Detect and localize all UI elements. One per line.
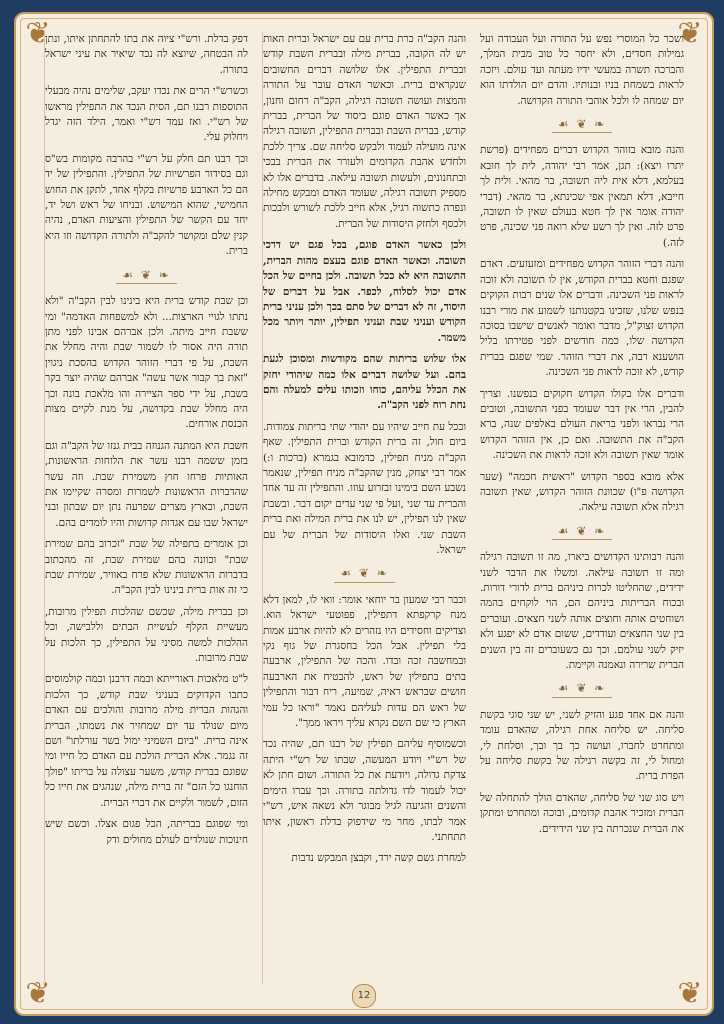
ornament-divider-icon: ❧ ❦ ☙ <box>480 117 684 133</box>
paragraph-bold: אלו שלוש בריתות שהם מקודשות ומסוכן לגעת בהם. ועל שלושה דברים אלו כמה שיהודי יחזק את הכלל עליהם, כוחו וזכותו עלים למעלה והם נחת רוח לפני הקב"ה. <box>263 353 466 412</box>
ornament-corner-icon: ❦ <box>25 976 51 1011</box>
paragraph: ויש סוג שני של סליחה, שהאדם הולך להתחלה של הברית ומזכיר אהבת קדומים, ובוכה ומתחרט ומתקן את הברית שנכרתה בין שני הידידים. <box>480 791 684 835</box>
ornament-divider-icon: ❧ ❦ ☙ <box>480 681 684 697</box>
ornament-corner-icon: ❦ <box>677 16 703 51</box>
ornament-divider-icon: ❧ ❦ ☙ <box>480 524 684 540</box>
paragraph: ודברים אלו בקולו הקדוש חקוקים בנפשנו. וצריך להבין, הרי אין דבר שעומד בפני התשובה, וטובים הרי נבראו ולפני בריאת העולם באלפים שנה, ברא הקב"ה את התשובה. ואם כן, אין הזוהר הקדוש אומר שאין תשובה ולא זוכה לראות את השכינה. <box>480 387 684 462</box>
paragraph: אלא מובא בספר הקדוש "ראשית חכמה" (שער הקדושה פ"ו) שכוונת הזוהר הקדוש, שאין תשובה רגילה אלא תשובה עילאה. <box>480 470 684 514</box>
paragraph: והנה אם אחד פגע והזיק לשני, יש שני סוגי בקשת סליחה. יש סליחה אחת רגילה, שהאדם עומד ומתחרט לחברו, ועושה כך בך ובך, וסלחת לי, ומחול לי, זה בקשה רגילה של בקשת סליחה על הפרת ברית. <box>480 708 684 783</box>
paragraph: וכך רבנו תם חלק על רש"י בהרבה מקומות בש"ס וגם בסידור הפרשיות של התפילין. והתפילין של יד הם כל הארבע פרשיות בקלף אחד, לתקן את החוש החמישי, שהוא המישוש. ובניחו של ראש ושל יד, יחד עם הקשר של התפילין והציעות האדם, נהיה קנין שלם ומקושר להקב"ה ולתורה הקדושה וזו היא ברית. <box>45 152 248 258</box>
paragraph: וכשמוסיף עליהם תפילין של רבנו תם, שהיה נכד של רש"י ויודע המעשה, שבתו של רש"י היתה צדקת גדולה, ויודעת את כל התורה. ושום חתן לא יכול לעמוד לדו גדולתה בתורה. וכך עברו הימים והשנים והגיעה לגיל מבוגר ולא נשאה איש, רש"י אמר לבתו, מחר מי שידפוק בדלת ראשון, איתו תתחתני. <box>263 738 466 843</box>
page-frame <box>14 12 714 1016</box>
paragraph: למחרת גשם קשה ירד, וקבצן המבקש נדבות <box>291 852 466 865</box>
paragraph: ושכר כל המוסרי נפש על התורה ועל העבודה ועל גמילות חסדים, ולא יחסר כל טוב מבית המלך, והברכה תשרה במעשי ידיו מעתה ועד עולם. ויזכה לראות בשמחת בניו ובנותיו. והדם יום הולדתו הוא יום שמחה לו ולכל אוהבי התורה הקדושה. <box>480 33 684 107</box>
text-columns <box>44 32 684 984</box>
paragraph: דפק בדלת. ורש"י ציוה את בתו להתחתן איתו, ונתן לה הבטחה, שיוצא לה נכד שיאיר את עיני ישראל בתורה. <box>45 33 248 76</box>
page-number: 12 <box>352 984 376 1008</box>
paragraph: והנה מובא בזוהר הקדוש דברים מפחידים (פרשת יתרו ויצא): תגן, אמר רבי יהודה, לית לך חובא בעלמא, דלא אית ליה תשובה, בר מהאי. ולית לך חייבא, דלא תמאין אפי שכינתא, בר מהאי. (דברי יהודה אומר אין לך חטא בעולם שאין לו תשובה, פרט לזה. ואין לך רשע שלא רואה פני שכינה, פרט לזה.) <box>480 144 684 249</box>
paragraph: וכן אומרים בתפילה של שבת "זכרוב בהם שמירת שבת" וכוונה בהם שמירת שבת, זה מהכתוב בדברות הראשונות שלא פרח באוויר, שמירת שבת כי זה אות ברית בינינו לבין הקב"ה. <box>45 538 248 597</box>
paragraph: חשבת היא המתנה הגנוזה בבית גנזו של הקב"ה וגם בזמן ששמה רבנו עשר את הלוחות הראשונות, האותיות פרחו חוץ משמירת שבת. וזה עשר שהדברות הראשונות לשמרות ומסרה שקיימו את השבת, וכארץ מצרים שפרעה נתן יום שבתון ובני ישראל שבו עם אגדות קדושות והיו לומדים בהם. <box>45 439 248 529</box>
paragraph: והנה רבותינו הקדושים ביארו, מה זו תשובה רגילה ומה זו תשובה עילאה. ומשלו את הדבר לשני ידידים, שהחליטו לכרות ביניהם ברית לדורי דורות. ובכוח הבריתות ביניהם הם, הוי לוקחים בהמה ושוחטים אותה וחוצים אותה לשני חצאים. ועוברים בין שני החצאים ועודדים, ששום אדם לא יפגע ולא יזיק לשני עולמם. וכך גם כשעוברים זה בין השנים הברית שרירה ונאמנה וקיימת. <box>480 551 684 672</box>
column-left <box>44 32 248 984</box>
paragraph: וכבר רבי שמעון בר יוחאי אומר: וואי לו, למאן דלא מנח קרקפתא דתפילין, פפוטעי ישראל הוא. וצדיקים וחסידים היו נזהרים לא להיות ארבע אמות בלי תפילין. אבל הכל בחסגרת של גוף נקי ובמחשבה זכה ובדו. והכה של התפילין, ארבעה בתים בתפילין של ראש, להבטיח את הארבעה חושים שבראש ראיה, שמיעה, ריח דבור והתפילין של ראש הם עדות לעליהם נאמר "וראו כל עמי הארץ כי שם השם נקרא עליך ויראו ממך". <box>263 593 466 730</box>
paragraph: ל"ט מלאכות דאורייתא וכמה דרבנן וכמה קולמוסים כתבו הקדוקים בעניני שבת קודש, כך הלכות והגהות הברית מילה מרובות והולכים עם האדם מיום שנולד עד יום שמחזיר את נשמתו, הברית אינה ברית. "ביום השמיני ימול בשר עורלתו" ושם זה נגמר. אלא הברית הולכת עם האדם כל חייו ומי שפוגם בברית קודש, משער עצולה על בריתו "פולך הוחנגו כל הזם" זה ברית מילה, שנהגים את חייו כל הזום, לשמור ולקיים את דברי הברית. <box>45 673 248 809</box>
ornament-corner-icon: ❦ <box>677 976 703 1011</box>
column-right <box>480 32 684 984</box>
column-middle <box>262 32 466 984</box>
ornament-corner-icon: ❦ <box>25 16 51 51</box>
ornament-divider-icon: ❧ ❦ ☙ <box>263 566 466 582</box>
paragraph: וכשרש"י הרים את נכדו יעקב, שלימים נהיה מבעלי התוספות רבנו תם, הסית הנכד את התפילין מראשו של רש"י. ואז עמד רש"י ואמר, הילד הזה יגדל ויחלוק עלי. <box>45 85 248 144</box>
paragraph: ומי שפוגם בבריתה, הכל פגום אצלו. וכשם שיש חינוכות שנולדים לעולם מחולים ודק <box>45 818 248 846</box>
paragraph: וכן בברית מילה, שכשם שהלכות תפילין מרובות, מעשיית הקלף לעשיית הבתים וללבישה, וכל ההלכות למשה מסיני על התפילין, כך הלכות על שבת מרובות. <box>45 605 248 665</box>
paragraph: והנה הקב"ה כרת ברית עם עם ישראל וברית האות יש לה הקובה, בברית מילה ובברית השבת קודש ובברית התפילין. אלו שלושה דברים החשובים שנקראים ברית. וכאשר האדם עובר על התורה והמצות ועושה תשובה רגילה, הקב"ה רחום וחנון, אך כאשר האדם פוגם ביסוד של הברית, בברית קודש, בברית השבת ובברית התפילין, תשובה רגילה אינה מועילה לעמוד ולבקש סליחה שם. צריך ללכת ולחדש אהבת הקדומים ולעורר את הברית בבכי ובתחנונים, ולעשות תשובה עילאה. בדברים אלו לא מספיק תשובה רגילה, שעומד האדם ומבקש מחילה ונפרה כתשוה רגיל, אלא חייב ללכת לשורש ולבכות ולכסף ולחזק היסודות של הברית. <box>263 33 466 230</box>
paragraph-bold: ולכן כאשר האדם פוגם, בכל פגם יש דרכי תשובה. וכאשר האדם פוגם בעצם מהות הברית, התשובה היא לא ככל תשובה. ולכן בחיים של הכל אדם יכול לסלוח, לכפר. אבל על דברים של היסוד, זה לא דברים של סתם בכך ולכן עניני ברית הקודש ועניני שבת ועניני תפילין, יותר ויותר מכל משמר. <box>263 239 466 344</box>
ornament-divider-icon: ❧ ❦ ☙ <box>45 268 248 284</box>
paragraph: ובכל עת חייב שיהיו עם יהודי שתי בריתות צמודות. ביום חול, זה ברית הקודש וברית התפילין. שאף הקב"ה מניח תפילין, כדמובא בגמרא (ברכות ו:) אמר רבי יצחק, מנין שהקב"ה מניח תפילין, שנאמר נשבע השם בימינו ובזרוע עוזו. והתפילין זה עד אחד והברית עד שני ,ועל פי שני עדים יקום דבר. ובשבת שאין לנו תפילין, יש לנו את ברית המילה ואת ברית השבת שני. ואלו היסודות של הברית של עם ישראל. <box>263 420 466 556</box>
paragraph: והנה דברי הזוהר הקדוש מפחידים ומזעזעים. דאדם שפגם וחטא בברית הקודש, אין לו תשובה ולא זוכה לראות פני השכינה. ודברים אלו שנים רבות הקוקים בנפש שלנו, שזכינו בקטנותנו לשמוע את מורי רבנו הקדוש זצוק"ל, מדבר ואומר לאנשים שישבו בסוכה הקדושה שלו, כמה חודשים לפני פטירתו בליל הושענא רבה, את דברי הזוהר. שמי שפגם בברית קודש, לא זוכה לראות פני השכינה. <box>480 258 684 379</box>
paragraph: וכן שבת קודש ברית היא בינינו לבין הקב"ה "ולא נתתו לגויי הארצות... ולא למשפחות האדמה" ומי ששבת חייב מיתה. ולכן אברהם אבינו לפני מתן תורה היה אסור לו לשמור שבת והיה מחלל את השבת, על פי דברי הזוהר הקדוש בהסכת ניגוין "זאת בך קבור אשר עשה" אברהם שהיה יוצר בקר בשבת, על ידי ספר הציירה והו מלאכת בונה וכך היה מחלל שבת בקדושה, על מנת לקיים מצות הכנסת אורחים. <box>45 295 248 431</box>
